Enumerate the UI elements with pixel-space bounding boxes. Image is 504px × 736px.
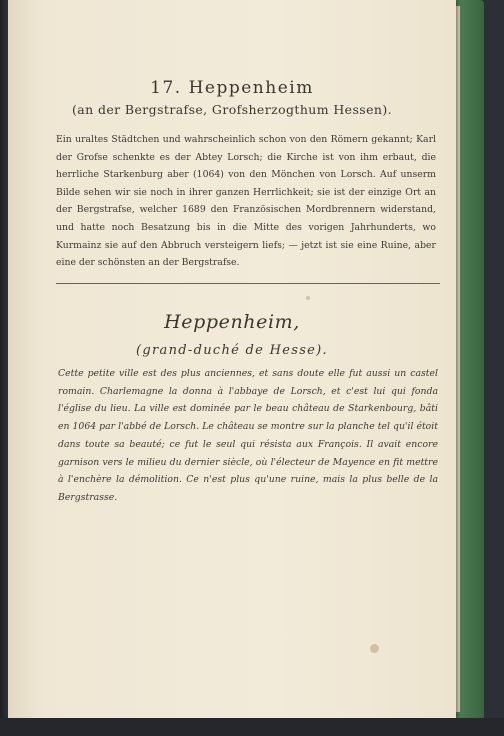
french-heading: Heppenheim, xyxy=(164,311,300,333)
german-paragraph: Ein uraltes Städtchen und wahrscheinlich schon von den Römern gekannt; Karl der Grofse schenkte es der Abtey Lorsch; die Kirche ist von ihm erbaut, die herrliche Starkenburg aber (1064) von den Mönchen von Lorsch. Auf unserm Bilde sehen wir sie noch in ihrer ganzen Herrlichkeit; sie ist der einzige Ort an der Bergstrafse, welcher 1689 den Französischen Mordbrennern widerstand, und hatte noch Besatzung bis in die Mitte des vorigen Jahrhunderts, wo Kurmainz sie auf den Abbruch versteigern liefs; — jetzt ist sie eine Ruine, aber eine der schönsten an der Bergstrafse. xyxy=(56,134,436,269)
foxing-spot xyxy=(370,644,379,653)
section-divider xyxy=(56,283,440,284)
background-bottom xyxy=(0,718,504,736)
german-subheading: (an der Bergstrafse, Grofsherzogthum Hessen). xyxy=(72,102,392,117)
german-heading: 17. Heppenheim xyxy=(150,78,314,98)
book-page xyxy=(8,0,456,718)
foxing-spot xyxy=(306,296,310,300)
french-paragraph: Cette petite ville est des plus anciennes, et sans doute elle fut aussi un castel romain. Charlemagne la donna à l'abbaye de Lorsch, et c'est lui qui fonda l'église du lieu. La ville est dominée par le beau château de Starkenbourg, bâti en 1064 par l'abbé de Lorsch. Le château se montre sur la planche tel qu'il étoit dans toute sa beauté; ce fut le seul qui résista aux François. Il avait encore garnison vers le milieu du dernier siècle, où l'électeur de Mayence en fit mettre à l'enchère la démolition. Ce n'est plus qu'une ruine, mais la plus belle de la Bergstrasse. xyxy=(58,368,438,503)
french-subheading: (grand-duché de Hesse). xyxy=(136,343,328,358)
